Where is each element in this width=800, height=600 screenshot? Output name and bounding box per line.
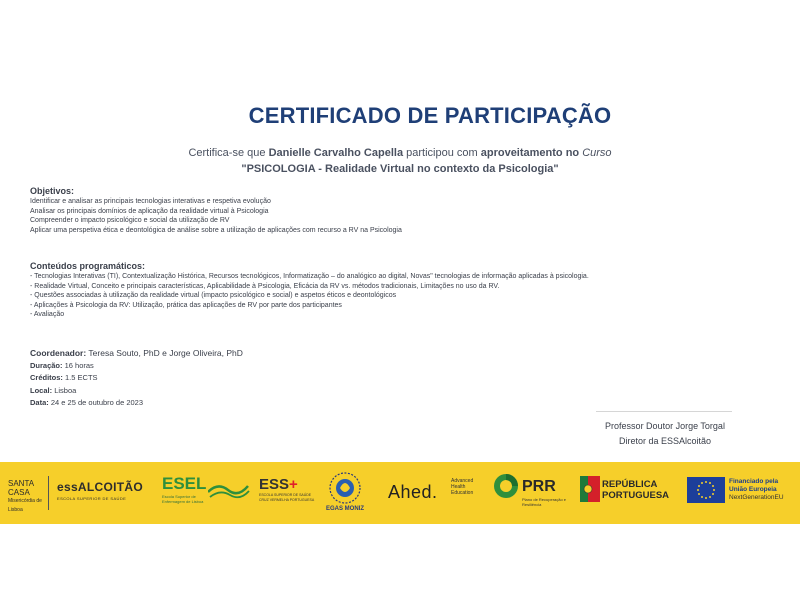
content-item: - Tecnologias Interativas (TI), Contextualização Histórica, Recursos tecnológicos, Informatização – do analógico ao digital, Novas" tecnologias de informação aplicadas à psicologia. — [30, 273, 589, 280]
objectives-heading: Objetivos: — [30, 186, 75, 196]
logo-divider — [48, 476, 49, 510]
red-cross-icon: + — [289, 476, 298, 493]
esel-wave-icon — [208, 480, 250, 500]
republica-portuguesa-text: REPÚBLICA PORTUGUESA — [602, 479, 670, 501]
content-item: - Avaliação — [30, 311, 65, 319]
essalcoitao-logo: essALCOITÃO ESCOLA SUPERIOR DE SAÚDE — [57, 480, 143, 501]
esel-logo: ESEL Escola Superior de Enfermagem de Lisboa — [162, 474, 207, 504]
eu-funding-text: Financiado pela União Europeia NextGenerationEU — [729, 478, 784, 501]
ahed-subtitle: Advanced Health Education — [451, 478, 474, 496]
objective-item: Identificar e analisar as principais tecnologias interativas e respetiva evolução — [30, 198, 271, 205]
course-title: "PSICOLOGIA - Realidade Virtual no contexto da Psicologia" — [241, 163, 559, 175]
signature-line — [596, 411, 732, 412]
objective-item: Analisar os principais domínios de aplicação da realidade virtual à Psicologia — [30, 207, 269, 215]
certify-achievement: aproveitamento no — [480, 147, 580, 159]
duration-label: Duração: — [30, 360, 63, 370]
eu-funding-logo — [687, 477, 784, 508]
coordinator-label: Coordenador: — [30, 348, 87, 358]
location-value: Lisboa — [54, 385, 77, 395]
duration-value: 16 horas — [64, 360, 94, 370]
location-row — [30, 385, 243, 398]
prr-emblem-icon — [492, 472, 520, 500]
ahed-logo: Ahed. — [388, 482, 438, 502]
certificate-title: CERTIFICADO DE PARTICIPAÇÃO — [248, 103, 612, 128]
objective-item: Aplicar uma perspetiva ética e deontológica de análise sobre a utilização de aplicações com recurso a RV na Psicologia — [30, 226, 402, 234]
content-item: - Realidade Virtual, Conceito e principais características, Aplicabilidade à Psicologia, Eficácia da RV vs. métodos tradicionais, Limitações no uso da RV. — [30, 282, 500, 290]
santa-casa-logo: SANTA CASA Misericórdia de Lisboa — [8, 479, 42, 513]
certify-middle: participou com — [406, 147, 478, 159]
sponsor-footer — [0, 462, 800, 524]
objectives-section — [30, 186, 750, 235]
coordinator-row — [30, 347, 243, 360]
signatory-name: Professor Doutor Jorge Torgal — [605, 421, 725, 431]
date-value: 24 e 25 de outubro de 2023 — [50, 398, 144, 407]
portugal-flag-icon — [580, 476, 600, 502]
objective-item: Compreender o impacto psicológico e social da utilização de RV — [30, 217, 230, 225]
egas-moniz-logo: EGAS MONIZ — [320, 470, 370, 511]
credits-value: 1.5 ECTS — [65, 373, 98, 382]
ess-cvp-logo: ESS+ ESCOLA SUPERIOR DE SAÚDE CRUZ VERMELHA PORTUGUESA — [259, 476, 315, 502]
credits-row — [30, 372, 243, 385]
certify-prefix: Certifica-se que — [188, 147, 266, 159]
coordinator-value: Teresa Souto, PhD e Jorge Oliveira, PhD — [88, 348, 243, 358]
participant-name: Danielle Carvalho Capella — [268, 147, 404, 159]
certify-statement — [0, 147, 800, 159]
credits-label: Créditos: — [30, 373, 63, 382]
certify-kind: Curso — [582, 147, 612, 159]
prr-logo: PRR Plano de Recuperação e Resiliência — [492, 472, 520, 505]
date-row — [30, 397, 243, 410]
contents-heading: Conteúdos programáticos: — [30, 261, 146, 271]
duration-row — [30, 360, 243, 373]
contents-section — [30, 261, 750, 320]
content-item: - Questões associadas à utilização da realidade virtual (impacto psicológico e social) e aspetos éticos e deontológicos — [30, 292, 397, 300]
location-label: Local: — [30, 385, 53, 395]
content-item: - Aplicações à Psicologia da RV: Utilização, prática das aplicações de RV por parte dos participantes — [30, 301, 342, 309]
course-info — [30, 347, 243, 410]
republica-portuguesa-logo — [580, 476, 670, 507]
signatory-role: Diretor da ESSAlcoitão — [618, 436, 712, 446]
eu-flag-icon — [687, 477, 725, 503]
egas-moniz-emblem-icon — [320, 470, 370, 506]
date-label: Data: — [30, 398, 49, 407]
